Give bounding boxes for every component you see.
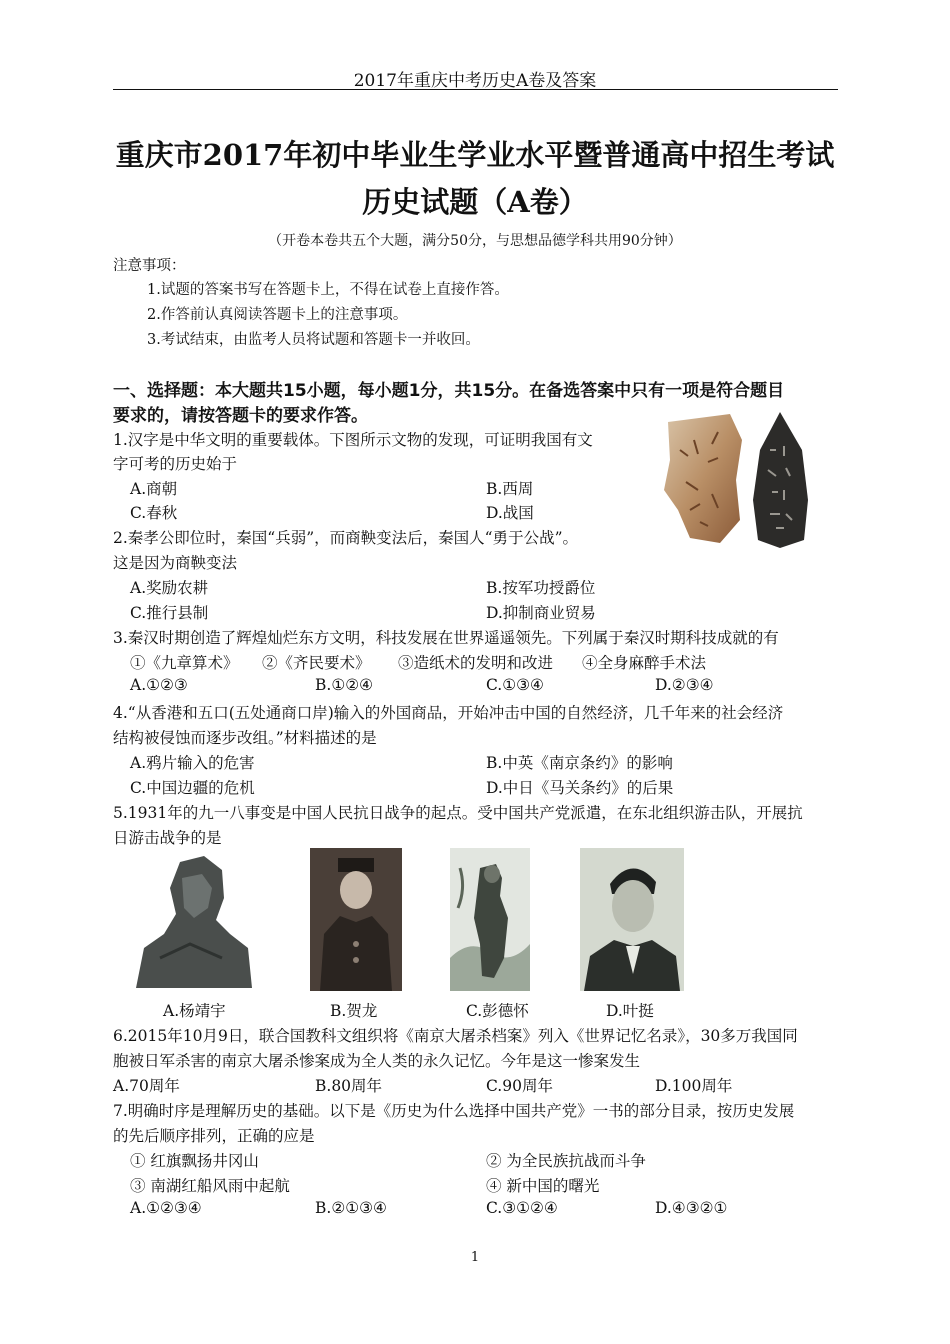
question-5-line1: 5.1931年的九一八事变是中国人民抗日战争的起点。受中国共产党派遣，在东北组织游击队，开展抗 [113,804,803,822]
question-4-line2: 结构被侵蚀而逐步改组。”材料描述的是 [113,729,377,747]
q4-option-a: A.鸦片输入的危害 [130,754,255,772]
q7-item-1: ① 红旗飘扬井冈山 [130,1152,259,1170]
q5-option-d: D.叶挺 [606,1002,654,1020]
q1-option-b: B.西周 [486,480,534,498]
q1-option-c: C.春秋 [130,504,178,522]
q6-option-c: C.90周年 [486,1077,553,1095]
q6-option-d: D.100周年 [655,1077,733,1095]
question-4-line1: 4.“从香港和五口(五处通商口岸)输入的外国商品，开始冲击中国的自然经济，几千年来的社会经济 [113,704,784,722]
q7-option-c: C.③①②④ [486,1199,558,1217]
oracle-bone-fragment-image [660,410,746,545]
note-item-2: 2.作答前认真阅读答题卡上的注意事项。 [147,307,408,323]
note-item-1: 1.试题的答案书写在答题卡上，不得在试卷上直接作答。 [147,282,509,298]
q3-item-3: ③造纸术的发明和改进 [398,654,554,672]
question-1-line1: 1.汉字是中华文明的重要载体。下图所示文物的发现，可证明我国有文 [113,431,593,449]
q2-option-a: A.奖励农耕 [130,579,209,597]
q2-option-d: D.抑制商业贸易 [486,604,596,622]
q3-item-1: ①《九章算术》 [130,654,239,672]
q4-option-b: B.中英《南京条约》的影响 [486,754,673,772]
q3-option-b: B.①②④ [315,676,374,694]
q3-option-d: D.②③④ [655,676,714,694]
question-1-line2: 字可考的历史始于 [113,455,238,473]
q2-option-c: C.推行县制 [130,604,209,622]
question-2-line1: 2.秦孝公即位时，秦国“兵弱”，而商鞅变法后，秦国人“勇于公战”。 [113,529,578,547]
page-number: 1 [470,1250,480,1265]
notes-heading: 注意事项： [113,258,186,274]
q7-option-a: A.①②③④ [130,1199,202,1217]
q7-item-4: ④ 新中国的曙光 [486,1177,600,1195]
header-divider [113,89,838,90]
question-6-line2: 胞被日军杀害的南京大屠杀惨案成为全人类的永久记忆。今年是这一惨案发生 [113,1052,641,1070]
q3-option-a: A.①②③ [130,676,188,694]
field-photo-image [450,848,530,991]
question-7-line1: 7.明确时序是理解历史的基础。以下是《历史为什么选择中国共产党》一书的部分目录，按历史发展 [113,1102,795,1120]
military-portrait-image [310,848,402,991]
q7-option-b: B.②①③④ [315,1199,387,1217]
q6-option-a: A.70周年 [113,1077,180,1095]
q5-option-c: C.彭德怀 [466,1002,529,1020]
question-3-line1: 3.秦汉时期创造了辉煌灿烂东方文明，科技发展在世界遥遥领先。下列属于秦汉时期科技成就的有 [113,629,779,647]
question-6-line1: 6.2015年10月9日，联合国教科文组织将《南京大屠杀档案》列入《世界记忆名录》，30多万我国同 [113,1027,798,1045]
exam-subtitle: （开卷本卷共五个大题，满分50分，与思想品德学科共用90分钟） [268,233,682,249]
note-item-3: 3.考试结束，由监考人员将试题和答题卡一并收回。 [147,332,480,348]
section-heading-line2: 要求的，请按答题卡的要求作答。 [113,406,368,426]
q4-option-d: D.中日《马关条约》的后果 [486,779,674,797]
section-heading-line1: 一、选择题：本大题共15小题，每小题1分，共15分。在备选答案中只有一项是符合题目 [113,381,785,401]
inscribed-artifact-image [750,410,810,550]
q3-item-2: ②《齐民要术》 [262,654,371,672]
running-title: 2017年重庆中考历史A卷及答案 [353,71,597,91]
q7-item-3: ③ 南湖红船风雨中起航 [130,1177,290,1195]
bust-statue-image [130,848,256,991]
q3-item-4: ④全身麻醉手术法 [582,654,707,672]
exam-title-line2: 历史试题（A卷） [362,185,588,219]
q7-option-d: D.④③②① [655,1199,728,1217]
q1-option-a: A.商朝 [130,480,178,498]
q3-option-c: C.①③④ [486,676,544,694]
exam-title-line1: 重庆市2017年初中毕业生学业水平暨普通高中招生考试 [115,138,835,172]
question-2-line2: 这是因为商鞅变法 [113,554,238,572]
q1-option-d: D.战国 [486,504,534,522]
q5-option-b: B.贺龙 [330,1002,378,1020]
q2-option-b: B.按军功授爵位 [486,579,596,597]
question-5-line2: 日游击战争的是 [113,829,222,847]
portrait-photo-image [580,848,684,991]
q6-option-b: B.80周年 [315,1077,383,1095]
q4-option-c: C.中国边疆的危机 [130,779,255,797]
q5-option-a: A.杨靖宇 [163,1002,226,1020]
q7-item-2: ② 为全民族抗战而斗争 [486,1152,646,1170]
question-7-line2: 的先后顺序排列，正确的应是 [113,1127,315,1145]
